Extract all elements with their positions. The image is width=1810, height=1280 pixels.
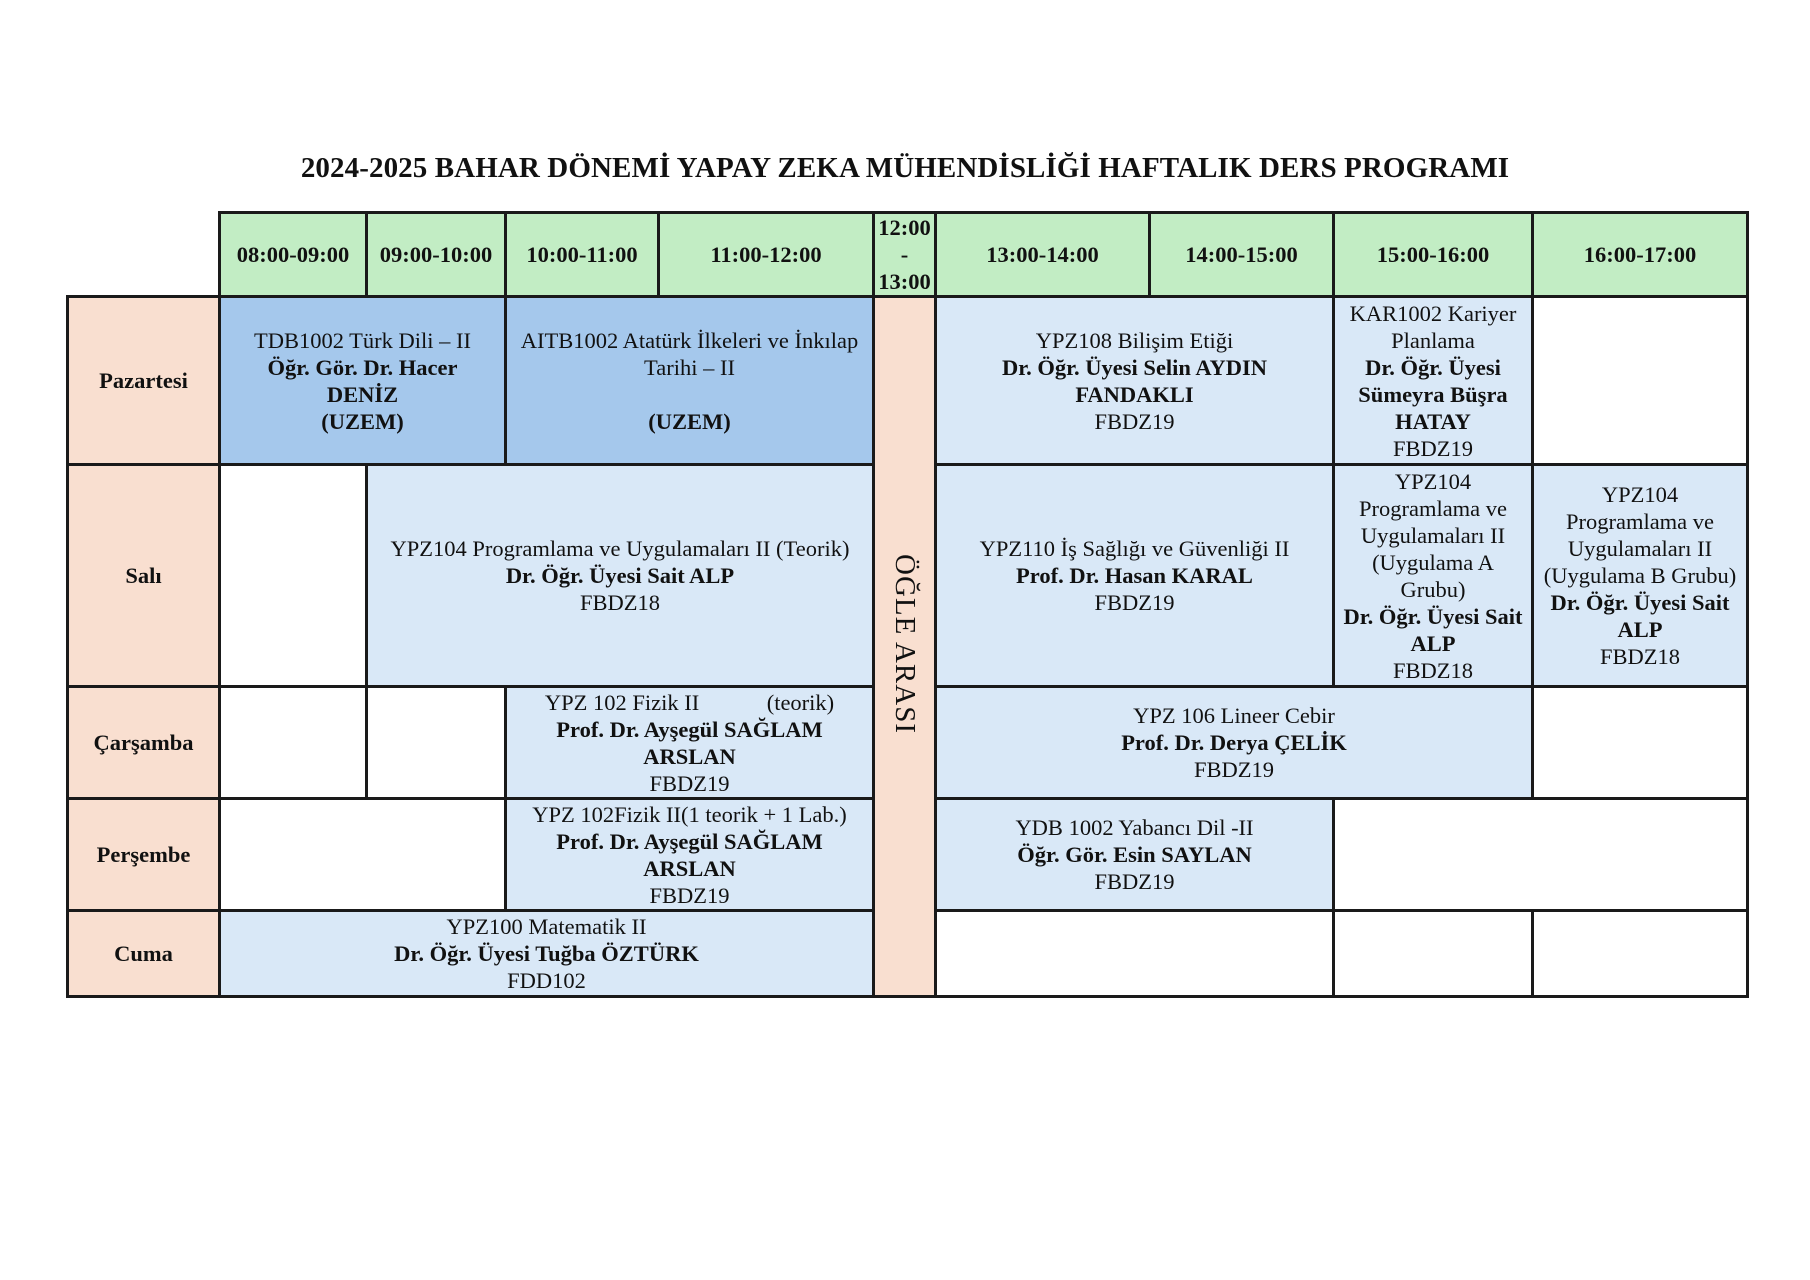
course-name: Grubu) <box>1400 576 1466 602</box>
instructor: Dr. Öğr. Üyesi <box>1365 354 1501 380</box>
instructor: Dr. Öğr. Üyesi Tuğba ÖZTÜRK <box>394 941 699 966</box>
course-name: YDB 1002 Yabancı Dil -II <box>1015 815 1254 840</box>
room: FBDZ19 <box>1193 757 1274 782</box>
course-name: KAR1002 Kariyer <box>1349 300 1517 326</box>
course-cell <box>506 799 874 911</box>
room: FBDZ18 <box>1599 644 1680 669</box>
course-cell <box>936 297 1334 465</box>
course-cell <box>506 687 874 799</box>
instructor: ARSLAN <box>643 743 736 769</box>
course-name: YPZ 106 Lineer Cebir <box>1133 703 1335 728</box>
course-cell <box>1533 465 1748 687</box>
page-title: 2024-2025 BAHAR DÖNEMİ YAPAY ZEKA MÜHENDİSLİĞİ HAFTALIK DERS PROGRAMI <box>300 152 1510 184</box>
course-name: TDB1002 Türk Dili – II <box>253 327 472 353</box>
instructor: Öğr. Gör. Esin SAYLAN <box>1017 842 1252 867</box>
day-label: Pazartesi <box>68 297 220 465</box>
empty-cell <box>1334 911 1533 997</box>
course-name: AITB1002 Atatürk İlkeleri ve İnkılap <box>520 327 859 353</box>
instructor: ALP <box>1410 630 1456 656</box>
instructor: Dr. Öğr. Üyesi Selin AYDIN <box>1001 354 1268 380</box>
instructor: Sümeyra Büşra <box>1358 381 1508 407</box>
course-name: YPZ 102 Fizik II (teorik) <box>544 689 835 715</box>
schedule-table <box>66 211 1749 998</box>
delivery-note: (UZEM) <box>648 408 731 434</box>
instructor: Prof. Dr. Ayşegül SAĞLAM <box>556 828 823 854</box>
course-cell <box>367 465 874 687</box>
instructor: DENİZ <box>326 381 399 407</box>
course-name: Tarihi – II <box>644 354 735 380</box>
empty-cell <box>1533 297 1748 465</box>
lunch-break-column <box>874 297 936 997</box>
course-name: Programlama ve <box>1358 495 1508 521</box>
room: FBDZ19 <box>1392 435 1473 461</box>
room: FBDZ19 <box>1094 590 1175 615</box>
instructor: Dr. Öğr. Üyesi Sait <box>1343 603 1523 629</box>
empty-cell <box>1334 799 1748 911</box>
course-name: (Uygulama B Grubu) <box>1543 563 1737 588</box>
room: FDD102 <box>507 968 586 993</box>
course-cell <box>220 911 874 997</box>
lunch-slot-header <box>874 213 936 297</box>
room: FBDZ19 <box>1094 408 1175 434</box>
room: FBDZ19 <box>649 882 730 908</box>
lunch-sep: - <box>900 242 909 267</box>
corner-cell <box>68 213 220 297</box>
instructor: Prof. Dr. Ayşegül SAĞLAM <box>556 716 823 742</box>
delivery-note: (UZEM) <box>321 408 404 434</box>
empty-cell <box>936 911 1334 997</box>
lunch-start: 12:00 <box>878 215 931 240</box>
course-cell <box>506 297 874 465</box>
course-name: YPZ104 <box>1601 482 1679 507</box>
course-cell <box>936 687 1533 799</box>
empty-cell <box>367 687 506 799</box>
slot-header: 13:00-14:00 <box>936 213 1150 297</box>
empty-cell <box>220 687 367 799</box>
room: FBDZ18 <box>579 590 660 615</box>
course-name: Planlama <box>1391 327 1475 353</box>
slot-header: 09:00-10:00 <box>367 213 506 297</box>
course-name: Uygulamaları II <box>1567 536 1713 561</box>
instructor: ALP <box>1617 617 1663 642</box>
course-name: YPZ108 Bilişim Etiği <box>1035 327 1234 353</box>
lunch-end: 13:00 <box>878 269 931 294</box>
instructor: Dr. Öğr. Üyesi Sait ALP <box>505 563 735 588</box>
day-label: Çarşamba <box>68 687 220 799</box>
instructor: Öğr. Gör. Dr. Hacer <box>267 354 458 380</box>
day-label: Cuma <box>68 911 220 997</box>
slot-header: 10:00-11:00 <box>506 213 659 297</box>
lunch-break-label: ÖĞLE ARASI <box>889 553 921 734</box>
course-name: YPZ100 Matematik II <box>446 914 647 939</box>
course-name: Uygulamaları II <box>1360 522 1506 548</box>
room: FBDZ19 <box>1094 869 1175 894</box>
slot-header: 16:00-17:00 <box>1533 213 1748 297</box>
slot-header: 11:00-12:00 <box>659 213 874 297</box>
slot-header: 15:00-16:00 <box>1334 213 1533 297</box>
course-name: Programlama ve <box>1565 509 1715 534</box>
instructor: Prof. Dr. Derya ÇELİK <box>1121 730 1347 755</box>
day-label: Salı <box>68 465 220 687</box>
course-cell <box>936 799 1334 911</box>
course-name: YPZ104 <box>1394 468 1472 494</box>
empty-cell <box>220 465 367 687</box>
instructor: ARSLAN <box>643 855 736 881</box>
course-cell <box>1334 465 1533 687</box>
instructor: FANDAKLI <box>1075 381 1194 407</box>
instructor: Dr. Öğr. Üyesi Sait <box>1550 590 1730 615</box>
course-cell <box>220 297 506 465</box>
room: FBDZ18 <box>1392 657 1473 683</box>
slot-header: 14:00-15:00 <box>1150 213 1334 297</box>
course-cell <box>936 465 1334 687</box>
course-name: YPZ 102Fizik II(1 teorik + 1 Lab.) <box>532 801 847 827</box>
instructor: Prof. Dr. Hasan KARAL <box>1016 563 1253 588</box>
empty-cell <box>1533 687 1748 799</box>
course-cell <box>1334 297 1533 465</box>
course-name: (Uygulama A <box>1372 549 1494 575</box>
spacer <box>510 381 869 408</box>
slot-header: 08:00-09:00 <box>220 213 367 297</box>
room: FBDZ19 <box>649 770 730 796</box>
empty-cell <box>1533 911 1748 997</box>
empty-cell <box>220 799 506 911</box>
instructor: HATAY <box>1395 408 1471 434</box>
course-name: YPZ104 Programlama ve Uygulamaları II (Teorik) <box>390 536 850 561</box>
day-label: Perşembe <box>68 799 220 911</box>
course-name: YPZ110 İş Sağlığı ve Güvenliği II <box>979 536 1290 561</box>
